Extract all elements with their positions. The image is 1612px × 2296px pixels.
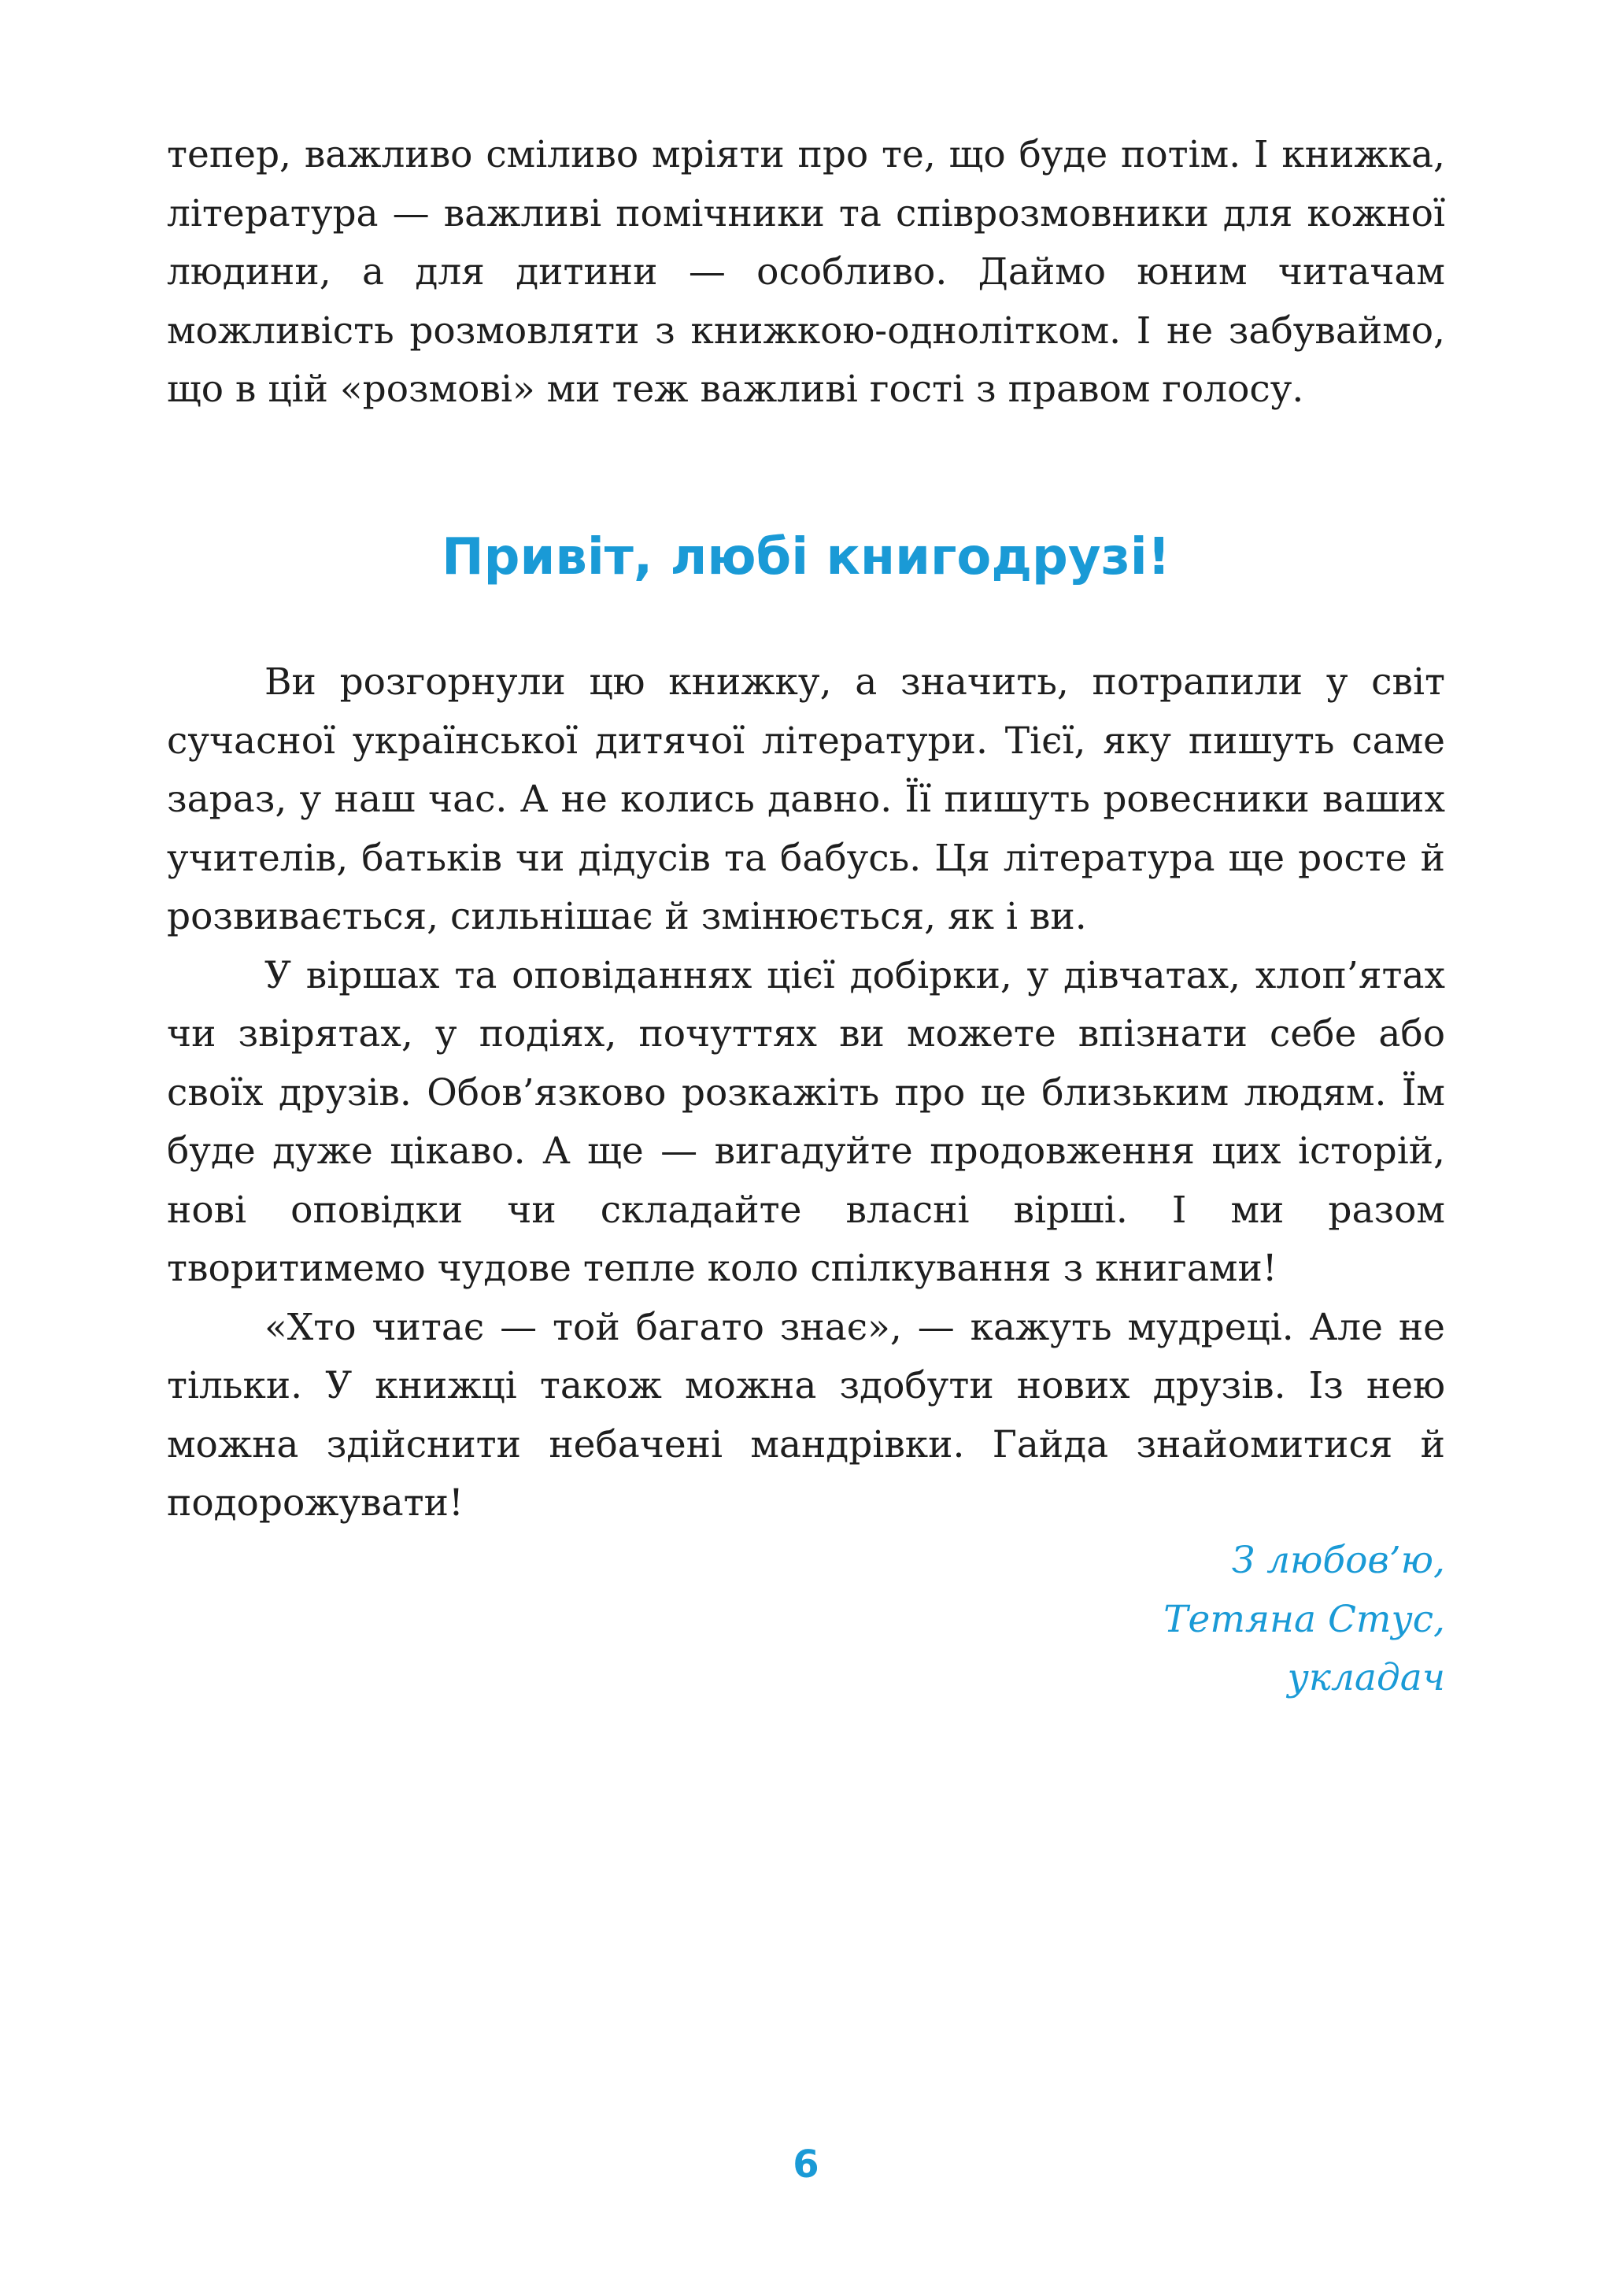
signature-closing: З любов’ю, [1231,1539,1445,1582]
signature [1163,1532,1445,1708]
intro-text [167,126,1445,420]
body-paragraph-1: Ви розгорнули цю книжку, а значить, потрапили у світ сучасної української дитячої літератури. Тієї, яку пишуть саме зараз, у наш час. А не колись давно. Її пишуть ровесники ваших учителів, батьків чи дідусів та бабусь. Ця література ще росте й розвивається, сильнішає й змінюється, як і ви. [167,660,1445,938]
body-paragraph-2: У віршах та оповіданнях цієї добірки, у дівчатах, хлоп’ятах чи звірятах, у подіях, почуттях ви можете впізнати себе або своїх друзів. Обов’язково розкажіть про це близьким людям. Їм буде дуже цікаво. А ще — вигадуйте продовження цих історій, нові оповідки чи складайте власні вірші. І ми разом творитимемо чудове тепле коло спілкування з книгами! [167,953,1445,1290]
page-number: 6 [793,2143,819,2187]
section-heading: Привіт, любі книгодрузі! [442,528,1170,586]
intro-paragraph: тепер, важливо сміливо мріяти про те, що буде потім. І книжка, література — важливі помічники та співрозмовники для кожної людини, а для дитини — особливо. Даймо юним читачам можливість розмовляти з книжкою-однолітком. І не забуваймо, що в цій «розмові» ми теж важливі гості з правом голосу. [167,133,1445,411]
signature-role: укладач [1287,1656,1445,1699]
signature-author: Тетяна Стус, [1163,1597,1445,1641]
body-text [167,653,1445,1533]
body-paragraph-3: «Хто читає — той багато знає», — кажуть мудреці. Але не тільки. У книжці також можна здобути нових друзів. Із нею можна здійснити небачені мандрівки. Гайда знайомитися й подорожувати! [167,1305,1445,1525]
